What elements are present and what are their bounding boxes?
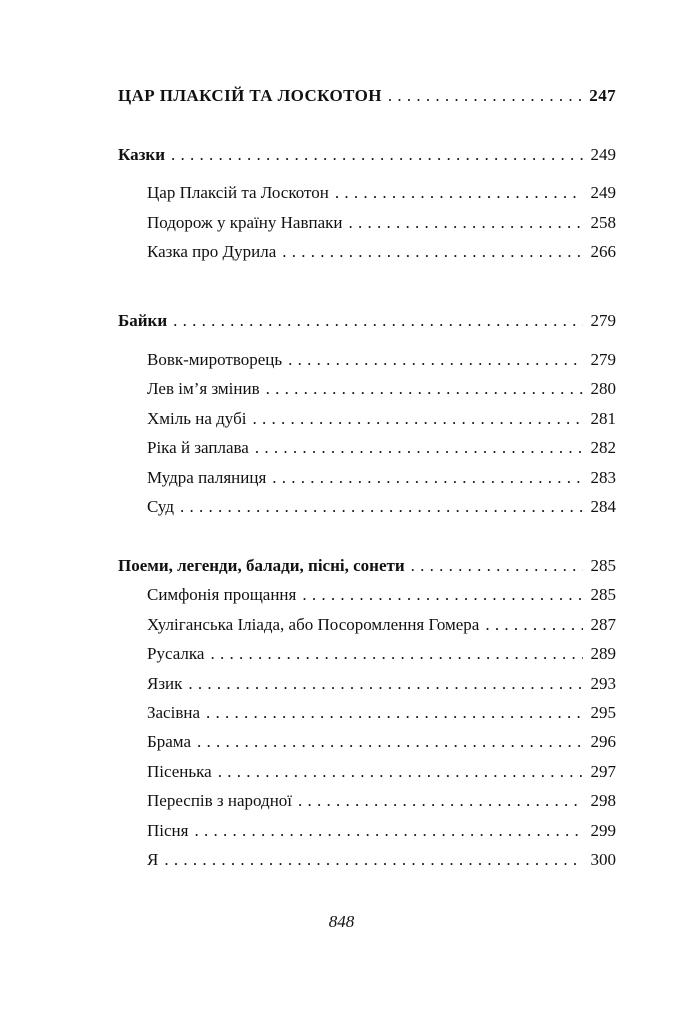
toc-entry — [147, 700, 616, 726]
entry-page-number: 280 — [590, 379, 616, 398]
entry-page-number: 249 — [590, 183, 616, 202]
entry-title: Хміль на дубі — [147, 409, 247, 428]
entry-title: Казка про Дурила — [147, 242, 277, 261]
dot-leader — [194, 818, 582, 844]
dot-leader — [188, 671, 582, 697]
dot-leader — [197, 729, 583, 755]
entry-page-number: 281 — [590, 409, 616, 428]
toc-section-heading — [118, 553, 616, 579]
section-title: Казки — [118, 145, 166, 164]
toc-entry — [147, 818, 616, 844]
entry-page-number: 287 — [590, 615, 616, 634]
toc-entry — [147, 671, 616, 697]
entry-page-number: 258 — [590, 213, 616, 232]
dot-leader — [348, 210, 582, 236]
toc-section-heading — [118, 308, 616, 334]
toc-section-heading — [118, 142, 616, 168]
section-title: Поеми, легенди, балади, пісні, сонети — [118, 556, 405, 575]
dot-leader — [388, 83, 581, 109]
entry-title: Переспів з народної — [147, 791, 293, 810]
entry-page-number: 283 — [590, 468, 616, 487]
entry-title: Хуліганська Іліада, або Посоромлення Гомера — [147, 615, 480, 634]
entry-title: Вовк-миротворець — [147, 350, 283, 369]
dot-leader — [164, 847, 582, 873]
dot-leader — [171, 142, 582, 168]
entry-page-number: 293 — [590, 674, 616, 693]
toc-entry — [147, 582, 616, 608]
dot-leader — [485, 612, 582, 638]
toc-part-heading — [118, 83, 616, 109]
toc-entry — [147, 180, 616, 206]
entry-page-number: 296 — [590, 732, 616, 751]
toc-entry — [147, 406, 616, 432]
toc-entry — [147, 759, 616, 785]
toc-entry — [147, 210, 616, 236]
entry-title: Я — [147, 850, 159, 869]
entry-page-number: 266 — [590, 242, 616, 261]
toc-entry — [147, 376, 616, 402]
part-page-number: 247 — [589, 86, 616, 105]
dot-leader — [282, 239, 582, 265]
dot-leader — [210, 641, 582, 667]
dot-leader — [206, 700, 582, 726]
entry-title: Ріка й заплава — [147, 438, 249, 457]
entry-page-number: 289 — [590, 644, 616, 663]
toc-entry — [147, 347, 616, 373]
section-page-number: 285 — [590, 556, 616, 575]
toc-entry — [147, 239, 616, 265]
section-page-number: 279 — [590, 311, 616, 330]
entry-title: Русалка — [147, 644, 205, 663]
entry-title: Подорож у країну Навпаки — [147, 213, 343, 232]
entry-title: Суд — [147, 497, 174, 516]
dot-leader — [335, 180, 583, 206]
toc-entry — [147, 494, 616, 520]
toc-entry — [147, 465, 616, 491]
dot-leader — [298, 788, 582, 814]
dot-leader — [255, 435, 583, 461]
entry-title: Засівна — [147, 703, 201, 722]
dot-leader — [288, 347, 582, 373]
entry-page-number: 279 — [590, 350, 616, 369]
entry-title: Симфонія прощання — [147, 585, 297, 604]
entry-title: Брама — [147, 732, 191, 751]
dot-leader — [411, 553, 583, 579]
dot-leader — [272, 465, 582, 491]
dot-leader — [180, 494, 583, 520]
entry-title: Пісня — [147, 821, 189, 840]
dot-leader — [252, 406, 582, 432]
entry-page-number: 298 — [590, 791, 616, 810]
dot-leader — [173, 308, 582, 334]
part-title: ЦАР ПЛАКСІЙ ТА ЛОСКОТОН — [118, 86, 382, 105]
entry-title: Мудра паляниця — [147, 468, 267, 487]
entry-page-number: 300 — [590, 850, 616, 869]
entry-page-number: 295 — [590, 703, 616, 722]
dot-leader — [302, 582, 582, 608]
toc-entry — [147, 641, 616, 667]
dot-leader — [218, 759, 583, 785]
entry-title: Цар Плаксій та Лоскотон — [147, 183, 329, 202]
section-title: Байки — [118, 311, 168, 330]
toc-entry — [147, 729, 616, 755]
entry-title: Пісенька — [147, 762, 212, 781]
toc-entry — [147, 788, 616, 814]
entry-page-number: 299 — [590, 821, 616, 840]
page-number: 848 — [328, 912, 355, 931]
entry-page-number: 282 — [590, 438, 616, 457]
toc-entry — [147, 435, 616, 461]
entry-title: Лев ім’я змінив — [147, 379, 260, 398]
toc-entry — [147, 847, 616, 873]
entry-page-number: 285 — [590, 585, 616, 604]
entry-page-number: 297 — [590, 762, 616, 781]
section-page-number: 249 — [590, 145, 616, 164]
entry-title: Язик — [147, 674, 183, 693]
toc-entry — [147, 612, 616, 638]
dot-leader — [266, 376, 583, 402]
entry-page-number: 284 — [590, 497, 616, 516]
